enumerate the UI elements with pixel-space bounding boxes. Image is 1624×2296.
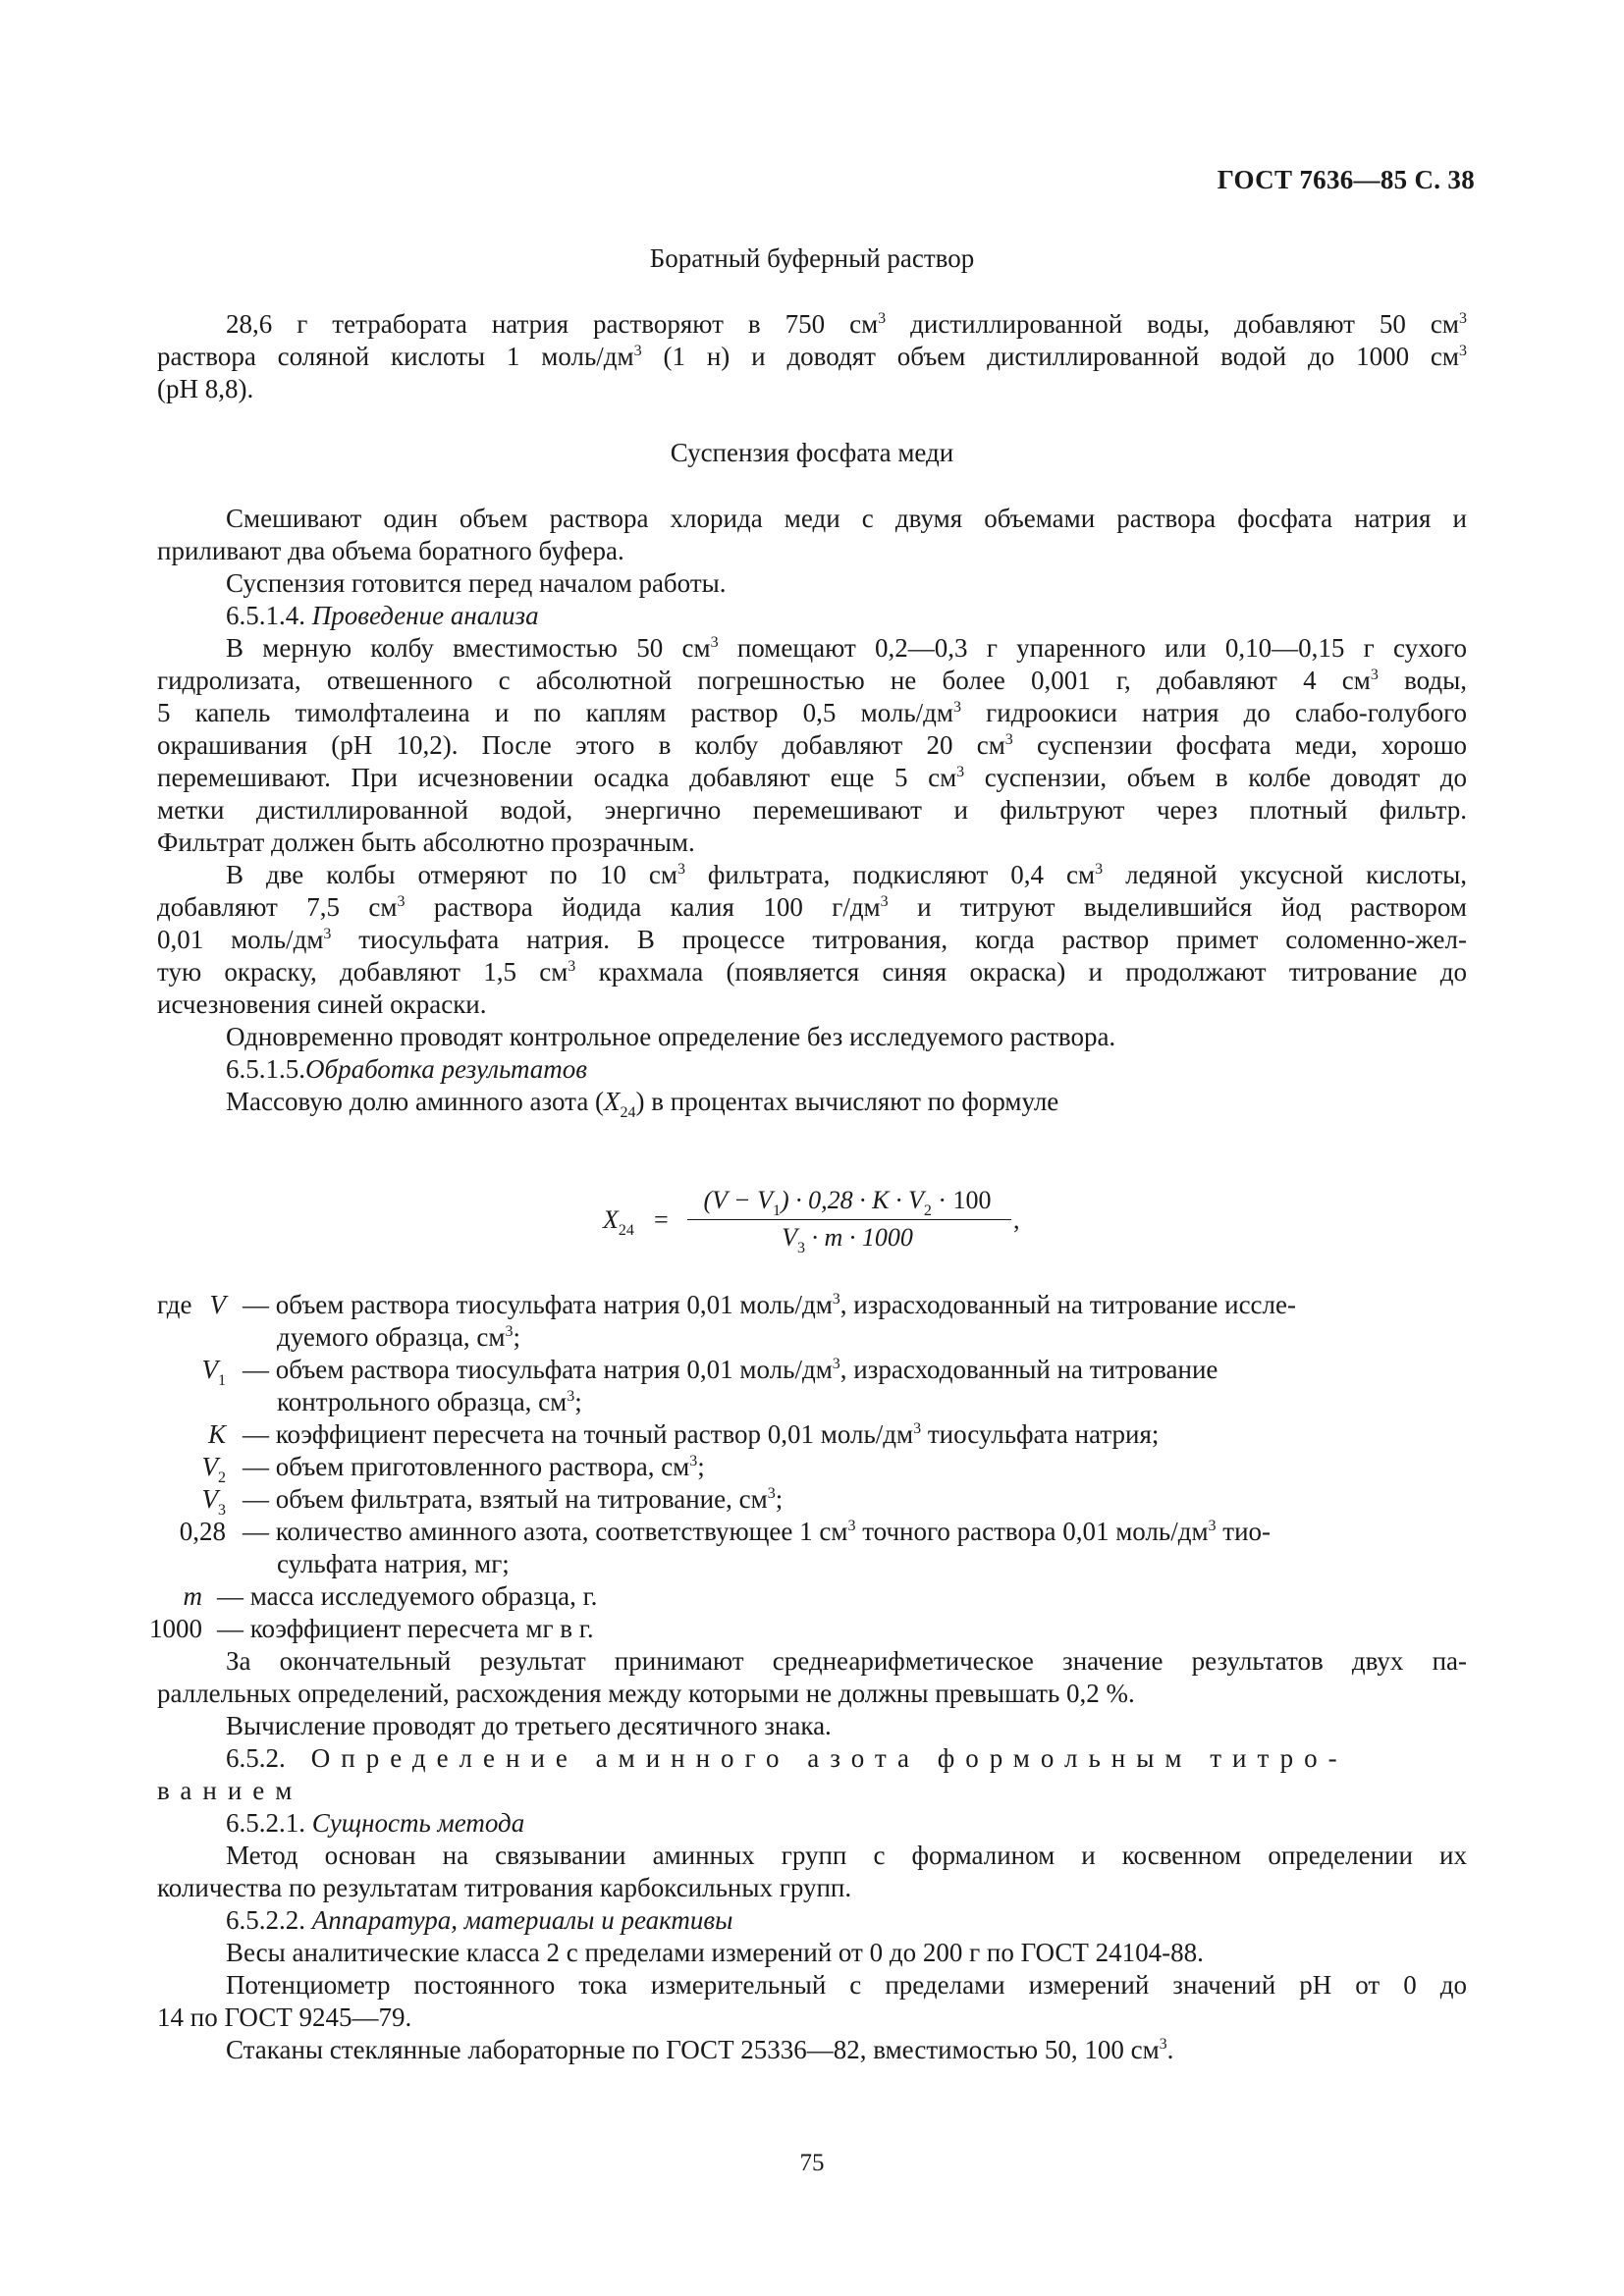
def-symbol-1000: 1000 xyxy=(149,1614,202,1643)
heading-copper-phosphate: Суспензия фосфата меди xyxy=(670,438,954,467)
def-text-1000: — коэффициент пересчета мг в г. xyxy=(217,1614,594,1643)
text-line: 14 по ГОСТ 9245—79. xyxy=(157,2002,412,2032)
text-line: окрашивания (pH 10,2). После этого в колбу добавляют 20 $см^3$ суспензии фосфата меди, хорошо xyxy=(157,730,1467,760)
section-652-heading-cont: ванием xyxy=(157,1776,303,1805)
text-line: Суспензия готовится перед началом работы. xyxy=(226,568,727,598)
page-header: ГОСТ 7636—85 С. 38 xyxy=(1217,165,1475,194)
def-symbol-v2: $V_2$ xyxy=(201,1452,226,1486)
section-6521-heading: 6.5.2.1. Сущность метода xyxy=(226,1808,525,1838)
formula-lhs: $X_{24}$ xyxy=(603,1205,634,1239)
def-text-v3: — объем фильтрата, взятый на титрование, $см^3$; xyxy=(243,1484,784,1514)
section-6515-heading: 6.5.1.5.Обработка результатов xyxy=(226,1054,587,1084)
text-line: раствора соляной кислоты 1 моль/$дм^3$ (1 н) и доводят объем дистиллированной водой до 1000 $см^3$ xyxy=(157,342,1467,371)
def-text-v1-cont: контрольного образца, $см^3$; xyxy=(277,1387,582,1416)
section-652-heading: 6.5.2. Определение аминного азота формольным титро- xyxy=(226,1743,1348,1773)
where-label: где xyxy=(157,1290,192,1319)
text-line: Стаканы стеклянные лабораторные по ГОСТ 25336—82, вместимостью 50, 100 $см^3$. xyxy=(226,2035,1174,2064)
def-symbol-v3: $V_3$ xyxy=(201,1484,226,1519)
formula-numerator: $(V - V_1) \cdot 0,28 \cdot K \cdot V_2 \cdot 100$ xyxy=(703,1186,992,1219)
text-line: Смешивают один объем раствора хлорида меди с двумя объемами раствора фосфата натрия и xyxy=(226,504,1467,533)
def-text-v2: — объем приготовленного раствора, $см^3$; xyxy=(243,1452,705,1481)
text-line: Вычисление проводят до третьего десятичного знака. xyxy=(226,1711,832,1740)
text-line: количества по результатам титрования карбоксильных групп. xyxy=(157,1873,852,1902)
def-symbol-v: V xyxy=(209,1290,226,1319)
text-line: В две колбы отмеряют по 10 $см^3$ фильтрата, подкисляют 0,4 $см^3$ ледяной уксусной кислоты, xyxy=(226,860,1467,889)
text-line: Массовую долю аминного азота $(X_{24})$ в процентах вычисляют по формуле xyxy=(226,1087,1059,1121)
text-line: Метод основан на связывании аминных групп с формалином и косвенном определении их xyxy=(226,1841,1467,1870)
formula-comma: , xyxy=(1013,1205,1020,1234)
def-text-v: — объем раствора тиосульфата натрия 0,01 моль/$дм^3$, израсходованный на титрование иссле- xyxy=(243,1290,1296,1319)
text-line: добавляют 7,5 $см^3$ раствора йодида калия 100 $г/дм^3$ и титруют выделившийся йод раствором xyxy=(157,892,1467,922)
formula-x24 xyxy=(589,1186,1041,1255)
text-line: исчезновения синей окраски. xyxy=(157,989,487,1019)
text-line: 0,01 моль/$дм^3$ тиосульфата натрия. В процессе титрования, когда раствор примет соломенно-жел- xyxy=(157,925,1467,954)
text-line: 5 капель тимолфталеина и по каплям раствор 0,5 моль/$дм^3$ гидроокиси натрия до слабо-голубого xyxy=(157,698,1468,727)
heading-borate-buffer: Боратный буферный раствор xyxy=(649,243,975,273)
text-line: Одновременно проводят контрольное определение без исследуемого раствора. xyxy=(226,1022,1116,1051)
def-symbol-v1: $V_1$ xyxy=(201,1355,226,1389)
def-text-028-cont: сульфата натрия, мг; xyxy=(277,1549,510,1578)
text-line: 28,6 г тетрабората натрия растворяют в 750 $см^3$ дистиллированной воды, добавляют 50 $см^3$ xyxy=(226,309,1467,339)
def-text-028: — количество аминного азота, соответствующее 1 $см^3$ точного раствора 0,01 моль/$дм^3$ тио- xyxy=(243,1517,1272,1546)
def-text-v-cont: дуемого образца, $см^3$; xyxy=(277,1322,521,1352)
section-6514-heading: 6.5.1.4. Проведение анализа xyxy=(226,601,539,630)
text-line: раллельных определений, расхождения между которыми не должны превышать 0,2 %. xyxy=(157,1679,1135,1708)
text-line: Весы аналитические класса 2 с пределами измерений от 0 до 200 г по ГОСТ 24104-88. xyxy=(226,1938,1204,1967)
def-symbol-028: 0,28 xyxy=(179,1517,226,1546)
text-line: гидролизата, отвешенного с абсолютной погрешностью не более 0,001 г, добавляют 4 $см^3$ воды, xyxy=(157,666,1467,695)
def-text-v1: — объем раствора тиосульфата натрия 0,01 моль/$дм^3$, израсходованный на титрование xyxy=(243,1355,1218,1384)
text-line: перемешивают. При исчезновении осадка добавляют еще 5 $см^3$ суспензии, объем в колбе доводят до xyxy=(157,763,1467,792)
text-line: приливают два объема боратного буфера. xyxy=(157,536,624,565)
text-line: Фильтрат должен быть абсолютно прозрачным. xyxy=(157,828,695,857)
def-text-k: — коэффициент пересчета на точный раствор 0,01 моль/$дм^3$ тиосульфата натрия; xyxy=(243,1419,1160,1449)
fraction-bar xyxy=(687,1219,1011,1220)
page-number: 75 xyxy=(799,2150,825,2176)
def-symbol-m: m xyxy=(183,1581,202,1611)
formula-equals: = xyxy=(654,1205,669,1234)
text-line: (pH 8,8). xyxy=(157,374,254,403)
section-6522-heading: 6.5.2.2. Аппаратура, материалы и реактивы xyxy=(226,1905,733,1935)
def-text-m: — масса исследуемого образца, г. xyxy=(217,1581,598,1611)
text-line: метки дистиллированной водой, энергично перемешивают и фильтруют через плотный фильтр. xyxy=(157,795,1467,825)
text-line: За окончательный результат принимают среднеарифметическое значение результатов двух па- xyxy=(226,1646,1467,1676)
def-symbol-k: K xyxy=(207,1419,226,1449)
text-line: Потенциометр постоянного тока измерительный с пределами измерений значений pH от 0 до xyxy=(226,1970,1467,2000)
text-line: В мерную колбу вместимостью 50 $см^3$ помещают 0,2—0,3 г упаренного или 0,10—0,15 г сухого xyxy=(226,633,1467,663)
formula-denominator: $V_3 \cdot m \cdot 1000$ xyxy=(782,1223,913,1256)
text-line: тую окраску, добавляют 1,5 $см^3$ крахмала (появляется синяя окраска) и продолжают титрование до xyxy=(157,957,1467,987)
